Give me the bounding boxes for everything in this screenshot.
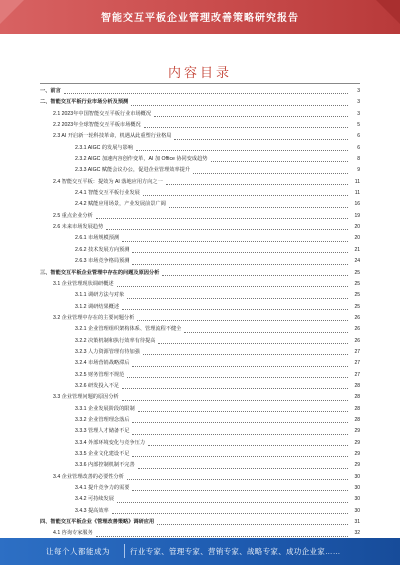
toc-entry-page: 25 <box>354 292 360 299</box>
toc-entry-title: 4.1 咨询专家服务 <box>53 530 93 537</box>
toc-entry[interactable] <box>40 506 360 517</box>
toc-entry-page: 29 <box>354 462 360 469</box>
toc-entry-page: 31 <box>354 519 360 526</box>
toc-entry-page: 30 <box>354 473 360 480</box>
toc-entry-page: 3 <box>357 110 360 117</box>
toc-entry[interactable] <box>40 120 360 131</box>
toc-entry-title: 3.3.5 企业文化建设不足 <box>75 451 130 457</box>
toc-entry-title: 2.2 2023年全球智能交互平板市场概况 <box>53 122 141 129</box>
toc-leader-dots <box>162 274 348 276</box>
toc-entry-page: 24 <box>354 258 360 265</box>
toc-entry[interactable] <box>40 415 360 426</box>
toc-leader-dots <box>127 376 348 378</box>
toc-entry[interactable] <box>40 494 360 505</box>
toc-entry[interactable] <box>40 358 360 369</box>
toc-entry[interactable] <box>40 109 360 120</box>
toc-leader-dots <box>132 421 348 423</box>
toc-entry-page: 30 <box>354 496 360 503</box>
toc-leader-dots <box>122 240 348 242</box>
toc-leader-dots <box>174 138 348 140</box>
toc-leader-dots <box>193 172 348 174</box>
toc-leader-dots <box>132 455 348 457</box>
toc-entry-title: 2.6.2 技术发展方向预测 <box>75 246 130 253</box>
toc-leader-dots <box>132 489 348 491</box>
toc-entry[interactable] <box>40 97 360 108</box>
toc-entry-title: 3.1 企业管理现状调研概述 <box>53 280 114 287</box>
toc-entry[interactable] <box>40 279 360 290</box>
toc-leader-dots <box>132 263 348 265</box>
toc-entry-page: 21 <box>354 246 360 253</box>
toc-entry-page: 6 <box>357 144 360 151</box>
toc-entry-title: 3.4.2 可持续发展 <box>75 496 114 503</box>
toc-entry-title: 3.2.2 决策机制和执行效率有待提高 <box>75 337 156 344</box>
toc-entry[interactable] <box>40 460 360 471</box>
page-footer <box>0 538 400 565</box>
toc-entry-page: 8 <box>357 156 360 163</box>
toc-leader-dots <box>136 149 348 151</box>
toc-leader-dots <box>117 285 348 287</box>
toc-leader-dots <box>148 444 348 446</box>
toc-entry-page: 28 <box>354 405 360 412</box>
toc-entry[interactable] <box>40 449 360 460</box>
toc-leader-dots <box>158 342 348 344</box>
toc-entry[interactable] <box>40 472 360 483</box>
toc-entry-page: 32 <box>354 530 360 537</box>
toc-entry[interactable] <box>40 426 360 437</box>
toc-entry-title: 3.3.2 企业管理理念落后 <box>75 416 130 423</box>
toc-leader-dots <box>96 535 348 537</box>
footer-slogan: 让每个人都能成为 <box>46 547 110 556</box>
toc-entry-title: 3.2.4 市场营销战略滞后 <box>75 360 130 367</box>
toc-entry[interactable] <box>40 188 360 199</box>
toc-leader-dots <box>106 228 348 230</box>
toc-leader-dots <box>154 115 348 117</box>
toc-entry-page: 30 <box>354 507 360 514</box>
toc-entry[interactable] <box>40 290 360 301</box>
toc-entry-page: 29 <box>354 439 360 446</box>
toc-entry-title: 2.6 未来市场发展趋势 <box>53 224 104 231</box>
toc-leader-dots <box>157 523 348 525</box>
toc-leader-dots <box>143 353 348 355</box>
toc-entry-page: 27 <box>354 348 360 355</box>
toc-entry-title: 3.3 企业管理问题的原因分析 <box>53 394 119 401</box>
toc-entry-title: 3.2 企业管理中存在的主要问题分析 <box>53 314 135 321</box>
toc-leader-dots <box>122 308 348 310</box>
toc-entry[interactable] <box>40 177 360 188</box>
toc-entry[interactable] <box>40 165 360 176</box>
toc-leader-dots <box>184 331 348 333</box>
toc-entry[interactable] <box>40 222 360 233</box>
toc-entry[interactable] <box>40 268 360 279</box>
toc-entry-title: 3.3.4 外部环境变化与竞争压力 <box>75 439 146 446</box>
toc-leader-dots <box>137 319 348 321</box>
toc-entry-page: 26 <box>354 314 360 321</box>
toc-leader-dots <box>132 251 348 253</box>
toc-entry-page: 20 <box>354 235 360 242</box>
toc-entry[interactable] <box>40 233 360 244</box>
toc-entry-title: 一、前言 <box>40 88 61 94</box>
toc-leader-dots <box>117 501 348 503</box>
toc-entry-title: 四、智能交互平板企业《管理改善策略》调研应用 <box>40 519 155 526</box>
toc-entry-page: 20 <box>354 224 360 231</box>
toc-entry-title: 2.4.2 赋能应用场景，产业发展前景广阔 <box>75 201 166 208</box>
toc-entry-title: 三、智能交互平板企业管理中存在的问题及原因分析 <box>40 269 160 276</box>
toc-leader-dots <box>127 478 348 480</box>
toc-entry-title: 3.4.3 提高效率 <box>75 507 109 514</box>
toc-leader-dots <box>169 206 348 208</box>
toc-entry-title: 2.3.3 AIGC 赋能会议办公，促进企业管理效率提升 <box>75 167 191 174</box>
toc-entry[interactable] <box>40 131 360 142</box>
toc-entry-title: 3.2.3 人力资源管理有待加强 <box>75 348 140 355</box>
toc-heading: 内容目录 <box>167 65 232 80</box>
toc-entry-page: 28 <box>354 394 360 401</box>
toc-entry-title: 3.3.1 企业发展阶段的限制 <box>75 405 135 412</box>
toc-entry-title: 2.1 2023年中国智能交互平板行业市场概况 <box>53 110 152 117</box>
toc-entry[interactable] <box>40 392 360 403</box>
toc-entry[interactable] <box>40 86 360 97</box>
toc-entry-title: 3.3.3 管理人才储备不足 <box>75 428 130 435</box>
toc-entry-title: 3.1.2 调研结果概述 <box>75 303 120 310</box>
toc-entry-page: 11 <box>354 178 360 185</box>
footer-tagline: 行业专家、管理专家、营销专家、战略专家、成功企业家…… <box>130 547 341 556</box>
toc-entry-page: 9 <box>357 167 360 174</box>
toc-leader-dots <box>138 410 348 412</box>
toc-entry-page: 25 <box>354 280 360 287</box>
toc-entry-page: 3 <box>357 88 360 94</box>
toc-entry-title: 3.3.6 内部控制机制不完善 <box>75 462 135 469</box>
toc-leader-dots <box>138 467 348 469</box>
toc-leader-dots <box>132 365 348 367</box>
toc-entry-title: 2.4.1 智能交互平板行业发展 <box>75 190 140 197</box>
toc-entry-page: 6 <box>357 133 360 140</box>
toc-leader-dots <box>132 433 348 435</box>
toc-leader-dots <box>211 160 349 162</box>
toc-entry[interactable] <box>40 324 360 335</box>
toc-entry-page: 30 <box>354 485 360 492</box>
toc-entry-title: 二、智能交互平板行业市场分析及预测 <box>40 99 129 106</box>
toc-leader-dots <box>122 399 348 401</box>
toc-entry-title: 3.2.5 财务管理不规范 <box>75 371 125 378</box>
table-of-contents <box>40 86 360 540</box>
toc-entry[interactable] <box>40 336 360 347</box>
toc-leader-dots <box>144 126 348 128</box>
toc-entry[interactable] <box>40 199 360 210</box>
toc-entry-page: 27 <box>354 360 360 367</box>
toc-entry[interactable] <box>40 154 360 165</box>
toc-entry[interactable] <box>40 381 360 392</box>
toc-entry-title: 2.5 重点企业分析 <box>53 212 93 219</box>
toc-entry-page: 29 <box>354 451 360 457</box>
toc-entry-page: 11 <box>354 190 360 197</box>
toc-entry-page: 16 <box>354 201 360 208</box>
report-title: 智能交互平板企业管理改善策略研究报告 <box>101 13 299 24</box>
toc-entry[interactable] <box>40 370 360 381</box>
toc-entry-title: 2.3.2 AIGC 加速内容创作变革，AI 加 Office 协同变成趋势 <box>75 156 208 163</box>
toc-entry-title: 3.4.1 提升竞争力的需要 <box>75 485 130 492</box>
toc-entry-title: 3.2.6 研发投入不足 <box>75 382 120 389</box>
toc-entry[interactable] <box>40 211 360 222</box>
toc-entry-page: 25 <box>354 269 360 276</box>
toc-leader-dots <box>96 217 348 219</box>
toc-entry-title: 3.1.1 调研方法与对象 <box>75 292 125 299</box>
toc-entry-title: 3.2.1 企业管理组织架构体系、管理流程不健全 <box>75 326 182 333</box>
toc-leader-dots <box>166 183 348 185</box>
toc-entry-page: 26 <box>354 326 360 333</box>
toc-leader-dots <box>122 387 348 389</box>
footer-divider <box>124 544 125 558</box>
toc-entry-page: 25 <box>354 303 360 310</box>
toc-entry[interactable] <box>40 313 360 324</box>
toc-entry-title: 2.6.3 市场竞争格局预测 <box>75 258 130 265</box>
toc-entry-page: 28 <box>354 382 360 389</box>
toc-entry[interactable] <box>40 438 360 449</box>
toc-entry[interactable] <box>40 143 360 154</box>
toc-entry[interactable] <box>40 517 360 528</box>
toc-entry[interactable] <box>40 256 360 267</box>
toc-entry-page: 19 <box>354 212 360 219</box>
page-header <box>0 0 400 34</box>
toc-entry[interactable] <box>40 347 360 358</box>
toc-leader-dots <box>127 297 348 299</box>
toc-entry-title: 3.4 企业管理改善的必要性分析 <box>53 473 124 480</box>
toc-entry-page: 29 <box>354 428 360 435</box>
toc-entry[interactable] <box>40 483 360 494</box>
toc-entry[interactable] <box>40 302 360 313</box>
toc-entry[interactable] <box>40 245 360 256</box>
toc-divider <box>40 83 360 84</box>
toc-leader-dots <box>131 104 348 106</box>
toc-entry-page: 3 <box>357 99 360 106</box>
toc-leader-dots <box>143 194 348 196</box>
toc-entry-page: 27 <box>354 371 360 378</box>
toc-entry-title: 2.3.1 AIGC 的发展与影响 <box>75 144 133 151</box>
toc-entry[interactable] <box>40 404 360 415</box>
toc-leader-dots <box>64 92 348 94</box>
toc-entry-title: 2.3 AI 开启新一轮科技革命，机遇从此重塑行业格局 <box>53 133 172 140</box>
toc-leader-dots <box>112 512 348 514</box>
toc-entry-title: 2.6.1 市场规模预测 <box>75 235 120 242</box>
toc-entry-page: 28 <box>354 416 360 423</box>
toc-entry-page: 5 <box>357 122 360 129</box>
toc-entry-title: 2.4 智能交互平板：提效为 AI 落地应用方向之一 <box>53 178 163 185</box>
toc-entry-page: 26 <box>354 337 360 344</box>
